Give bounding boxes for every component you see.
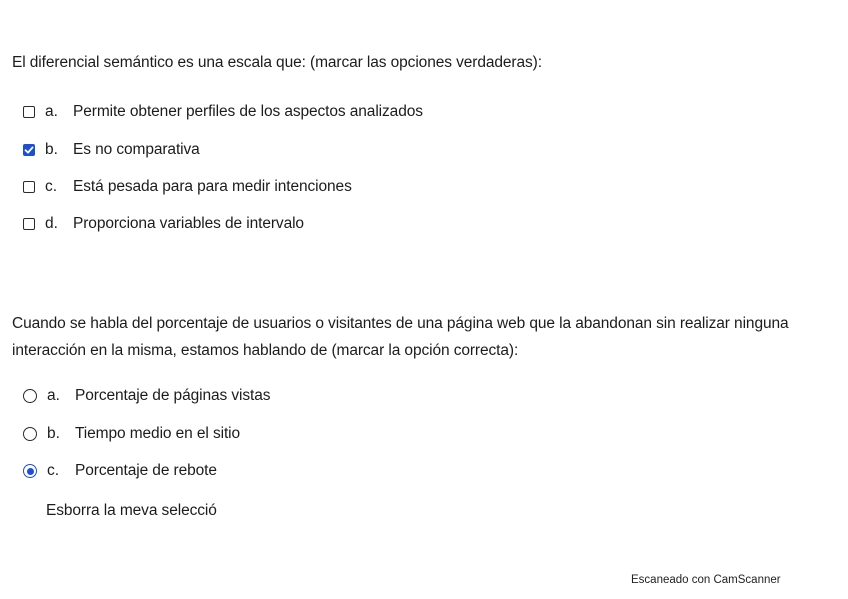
option-letter: c. [47, 462, 60, 479]
q1-option-d[interactable] [23, 212, 304, 236]
option-label: Tiempo medio en el sitio [75, 425, 241, 442]
checkbox-unchecked-icon[interactable] [23, 106, 35, 118]
q2-option-a[interactable] [23, 384, 270, 408]
option-letter: a. [45, 103, 58, 120]
q1-option-b[interactable] [23, 138, 200, 162]
option-label: Está pesada para para medir intenciones [73, 178, 352, 195]
option-label: Porcentaje de rebote [75, 462, 217, 479]
radio-selected-icon[interactable] [23, 464, 37, 478]
option-label: Porcentaje de páginas vistas [75, 387, 271, 404]
checkbox-unchecked-icon[interactable] [23, 218, 35, 230]
scanner-watermark: Escaneado con CamScanner [631, 574, 781, 586]
q2-option-b[interactable] [23, 422, 240, 446]
checkbox-unchecked-icon[interactable] [23, 181, 35, 193]
option-letter: b. [45, 141, 58, 158]
checkbox-checked-icon[interactable] [23, 144, 35, 156]
option-letter: b. [47, 425, 60, 442]
radio-unselected-icon[interactable] [23, 427, 37, 441]
q1-option-a[interactable] [23, 100, 423, 124]
q1-option-c[interactable] [23, 175, 352, 199]
option-letter: d. [45, 215, 58, 232]
q2-option-c[interactable] [23, 459, 217, 483]
question-2-prompt: Cuando se habla del porcentaje de usuarios o visitantes de una página web que la abandonan sin realizar ninguna interacción en la misma, estamos hablando de (marcar la opción correcta): [12, 315, 789, 359]
radio-unselected-icon[interactable] [23, 389, 37, 403]
option-label: Proporciona variables de intervalo [73, 215, 304, 232]
clear-selection-link[interactable]: Esborra la meva selecció [46, 502, 217, 519]
option-letter: c. [45, 178, 58, 195]
question-1-prompt: El diferencial semántico es una escala que: (marcar las opciones verdaderas): [12, 54, 542, 71]
option-label: Es no comparativa [73, 141, 200, 158]
option-letter: a. [47, 387, 60, 404]
option-label: Permite obtener perfiles de los aspectos analizados [73, 103, 423, 120]
